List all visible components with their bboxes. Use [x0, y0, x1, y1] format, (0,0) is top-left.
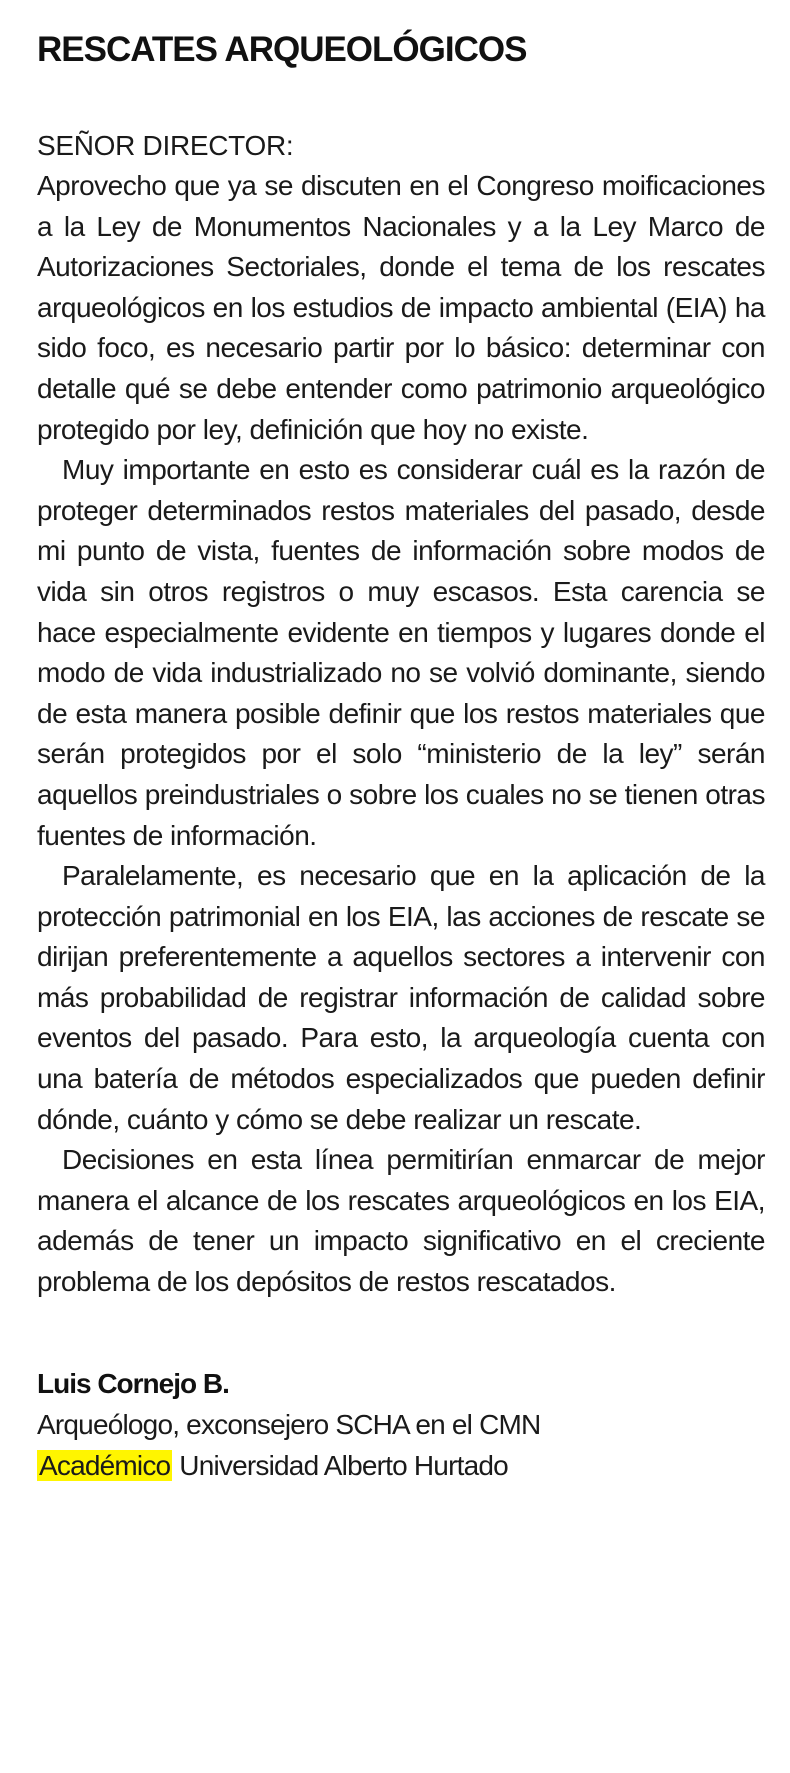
paragraph-1: Aprovecho que ya se discuten en el Congreso moificaciones a la Ley de Monumentos Nacionales y a la Ley Marco de Autorizaciones Sectoriales, donde el tema de los rescates arqueológicos en los estudios de impacto ambiental (EIA) ha sido foco, es necesario partir por lo básico: determinar con detalle qué se debe entender como patrimonio arqueológico protegido por ley, definición que hoy no existe.	[37, 170, 765, 445]
letter-to-editor	[37, 28, 765, 1486]
paragraph-4: Decisiones en esta línea permitirían enmarcar de mejor manera el alcance de los rescates arqueológicos en los EIA, además de tener un impacto significativo en el creciente problema de los depósitos de restos rescatados.	[37, 1144, 765, 1298]
highlighted-text: Académico	[39, 1449, 171, 1481]
headline: RESCATES ARQUEOLÓGICOS	[37, 30, 527, 69]
signature-block	[37, 1364, 765, 1486]
affiliation-text: Universidad Alberto Hurtado	[172, 1449, 508, 1481]
salutation: SEÑOR DIRECTOR:	[37, 130, 294, 161]
author-role: Arqueólogo, exconsejero SCHA en el CMN	[37, 1408, 541, 1440]
paragraph-2: Muy importante en esto es considerar cuál es la razón de proteger determinados restos materiales del pasado, desde mi punto de vista, fuentes de información sobre modos de vida sin otros registros o muy escasos. Esta carencia se hace especialmente evidente en tiempos y lugares donde el modo de vida industrializado no se volvió dominante, siendo de esta manera posible definir que los restos materiales que serán protegidos por el solo “ministerio de la ley” serán aquellos preindustriales o sobre los cuales no se tienen otras fuentes de información.	[37, 454, 765, 851]
letter-body	[37, 166, 765, 1303]
author-affiliation	[37, 1445, 765, 1486]
author-name: Luis Cornejo B.	[37, 1367, 229, 1399]
paragraph-3: Paralelamente, es necesario que en la aplicación de la protección patrimonial en los EIA, las acciones de rescate se dirijan preferentemente a aquellos sectores a intervenir con más probabilidad de registrar información de calidad sobre eventos del pasado. Para esto, la arqueología cuenta con una batería de métodos especializados que pueden definir dónde, cuánto y cómo se debe realizar un rescate.	[37, 860, 765, 1135]
